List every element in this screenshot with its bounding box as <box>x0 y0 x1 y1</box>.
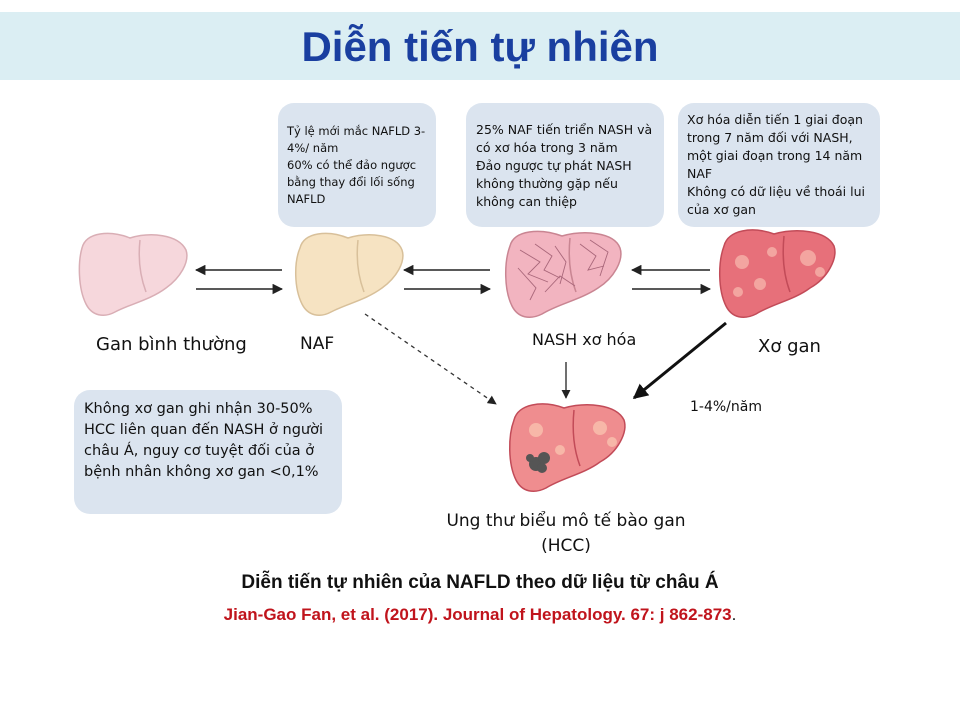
reference-citation <box>0 605 960 625</box>
note-text: Xơ hóa diễn tiến 1 giai đoạn trong 7 năm đối với NASH, một giai đoạn trong 14 năm NAF <box>687 112 863 181</box>
liver-cirrhosis-icon <box>720 230 835 317</box>
reference-text: Jian-Gao Fan, et al. (2017). Journal of Hepatology. 67: j 862-873 <box>223 605 732 624</box>
note-text: Không có dữ liệu về thoái lui của xơ gan <box>687 184 865 217</box>
stage-label-hcc <box>428 509 704 559</box>
stage-label-naf: NAF <box>300 334 335 354</box>
note-text: Tỷ lệ mới mắc NAFLD 3-4%/ năm <box>287 124 426 155</box>
liver-nash-icon <box>506 231 621 317</box>
note-text: Đảo ngược tự phát NASH không thường gặp nếu không can thiệp <box>476 158 632 209</box>
page-title: Diễn tiến tự nhiên <box>301 23 659 70</box>
note-text: 25% NAF tiến triển NASH và có xơ hóa trong 3 năm <box>476 122 653 155</box>
liver-normal-icon <box>79 233 187 315</box>
stage-label-cirrhosis: Xơ gan <box>758 336 821 357</box>
stage-label-hcc-line1: Ung thư biểu mô tế bào gan <box>446 511 686 531</box>
note-text: 60% có thể đảo ngược bằng thay đổi lối sống NAFLD <box>287 158 417 206</box>
liver-naf-icon <box>296 233 403 315</box>
stage-label-normal: Gan bình thường <box>96 334 247 355</box>
reference-period: . <box>731 605 737 624</box>
stage-label-hcc-line2: (HCC) <box>541 536 591 556</box>
figure-caption: Diễn tiến tự nhiên của NAFLD theo dữ liệu từ châu Á <box>241 572 719 593</box>
stage-label-nash: NASH xơ hóa <box>532 330 637 349</box>
liver-hcc-icon <box>510 404 625 491</box>
arrows-naf-nash <box>404 270 490 289</box>
arrows-normal-naf <box>196 270 282 289</box>
arrows-nash-cirrhosis <box>632 270 710 289</box>
arrow-cirrhosis-hcc <box>634 323 726 398</box>
note-text: Không xơ gan ghi nhận 30-50% HCC liên quan đến NASH ở người châu Á, nguy cơ tuyệt đối của ở bệnh nhân không xơ gan <0,1% <box>84 401 323 480</box>
arrow-naf-hcc <box>365 314 496 404</box>
rate-label: 1-4%/năm <box>690 399 762 415</box>
